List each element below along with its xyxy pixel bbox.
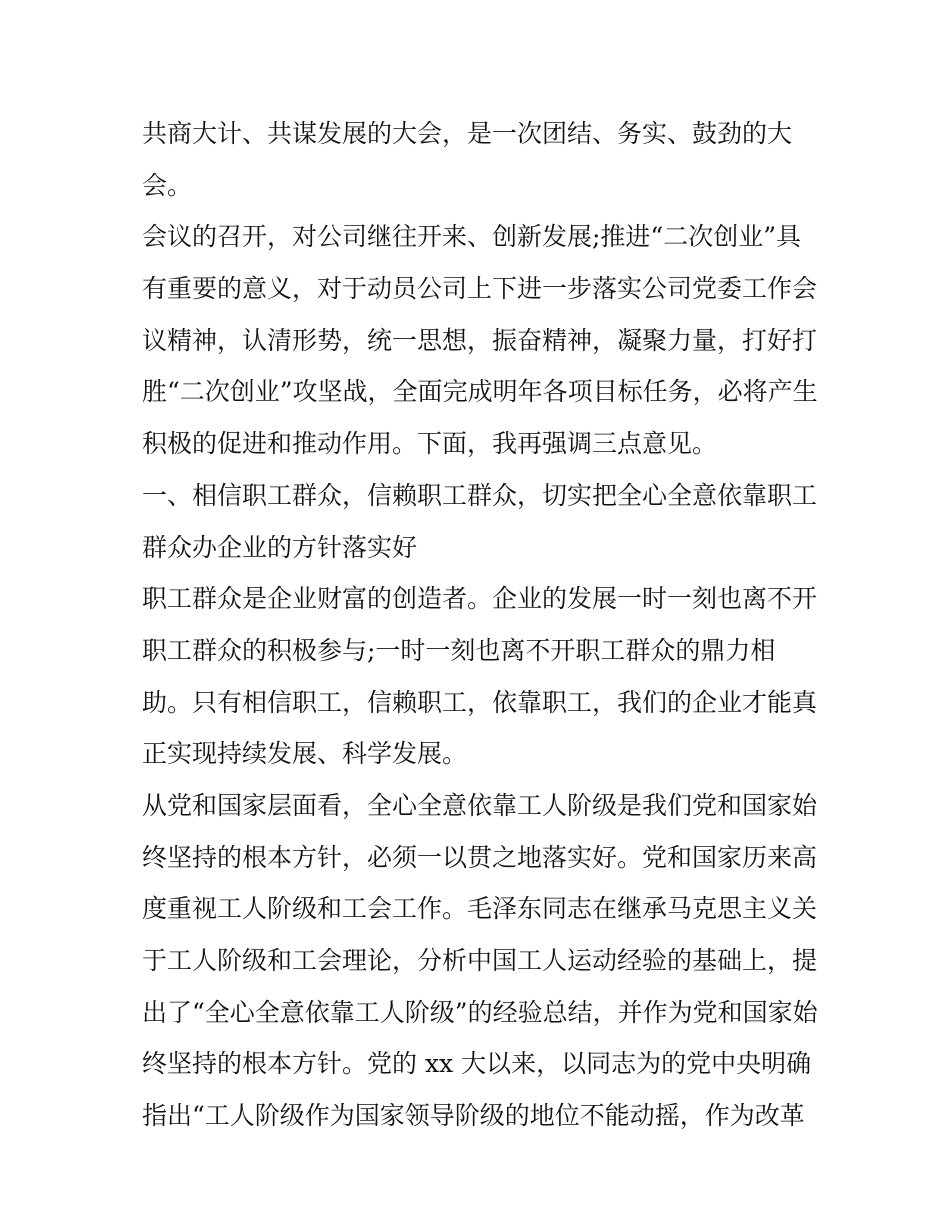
text-line: 于工人阶级和工会理论，分析中国工人运动经验的基础上，提 [142,946,818,975]
text-line: 有重要的意义，对于动员公司上下进一步落实公司党委工作会 [142,274,818,304]
text-line: 指出“工人阶级作为国家领导阶级的地位不能动摇，作为改革 [142,1101,805,1131]
text-line: 职工群众的积极参与;一时一刻也离不开职工群众的鼎力相 [142,635,776,665]
section-heading-line: 一、相信职工群众，信赖职工群众，切实把全心全意依靠职工 [142,480,818,510]
text-line: 终坚持的根本方针，必须一以贯之地落实好。党和国家历来高 [142,842,818,872]
section-heading-line: 群众办企业的方针落实好 [142,532,418,562]
text-line: 职工群众是企业财富的创造者。企业的发展一时一刻也离不开 [142,584,818,614]
text-line: 度重视工人阶级和工会工作。毛泽东同志在继承马克思主义关 [142,894,818,924]
text-line: 议精神，认清形势，统一思想，振奋精神，凝聚力量，打好打 [142,325,818,355]
text-line: 终坚持的根本方针。党的 xx 大以来，以同志为的党中央明确 [142,1049,812,1079]
text-line: 积极的促进和推动作用。下面，我再强调三点意见。 [142,429,718,459]
text-line: 会议的召开，对公司继往开来、创新发展;推进“二次创业”具 [142,222,801,252]
text-line: 从党和国家层面看，全心全意依靠工人阶级是我们党和国家始 [142,790,818,820]
text-line: 助。只有相信职工，信赖职工，依靠职工，我们的企业才能真 [142,687,818,717]
text-line: 出了“全心全意依靠工人阶级”的经验总结，并作为党和国家始 [142,997,818,1027]
document-body [142,108,832,1142]
text-line: 胜“二次创业”攻坚战，全面完成明年各项目标任务，必将产生 [142,377,818,407]
text-line: 共商大计、共谋发展的大会，是一次团结、务实、鼓劲的大 [142,119,793,148]
text-line: 会。 [142,170,193,200]
text-line: 正实现持续发展、科学发展。 [142,739,468,769]
